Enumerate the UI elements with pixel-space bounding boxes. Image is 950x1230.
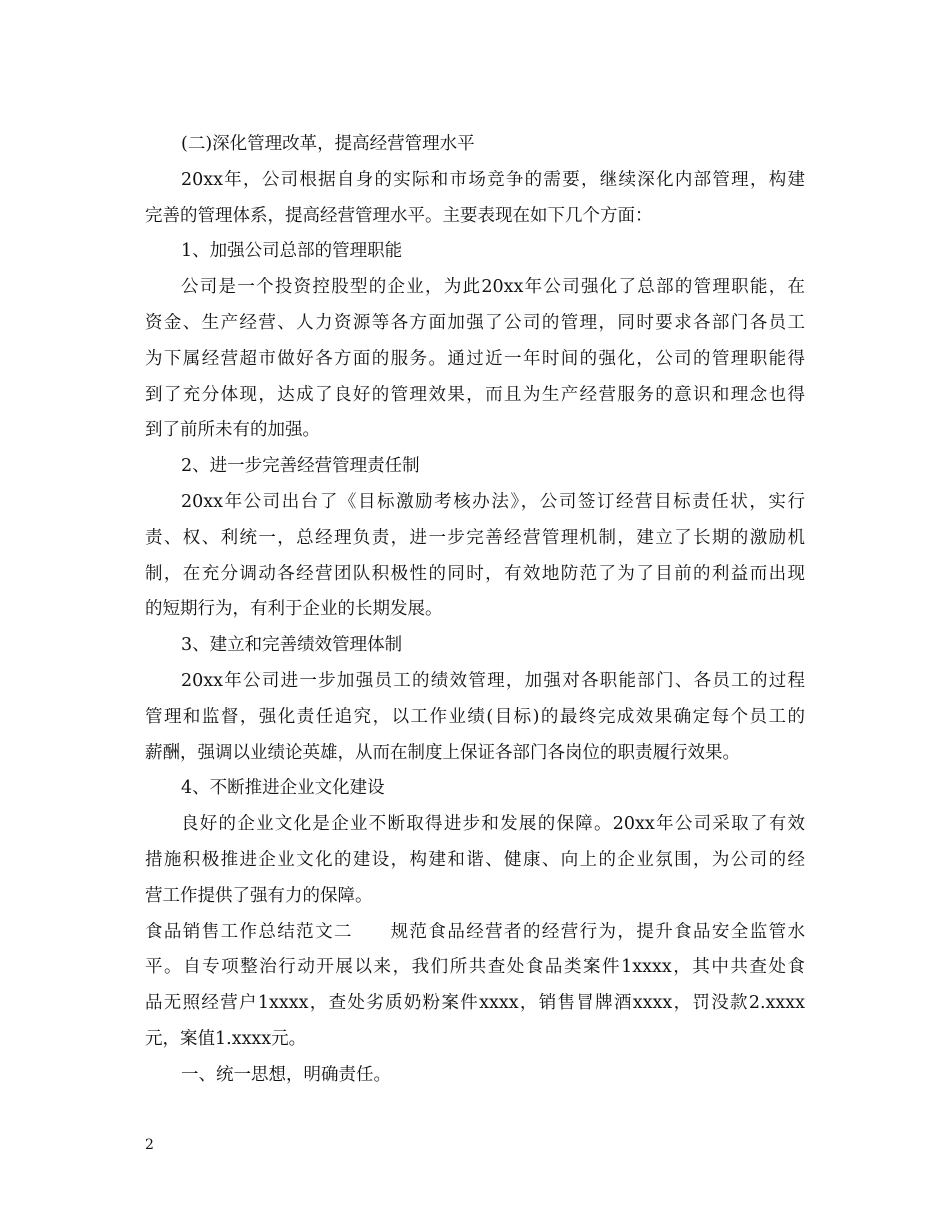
paragraph-line: 制，在充分调动各经营团队积极性的同时，有效地防范了为了目前的利益而出现: [145, 563, 805, 584]
paragraph-line: 平。自专项整治行动开展以来，我们所共查处食品类案件1xxxx，其中共查处食: [145, 957, 805, 978]
paragraph-line: 20xx年，公司根据自身的实际和市场竞争的需要，继续深化内部管理，构建: [181, 169, 805, 190]
paragraph-line: 20xx年公司出台了《目标激励考核办法》，公司签订经营目标责任状，实行: [181, 491, 805, 512]
paragraph-line: 品无照经营户1xxxx，查处劣质奶粉案件xxxx，销售冒牌酒xxxx，罚没款2.xxxx: [145, 993, 805, 1014]
paragraph-line: 良好的企业文化是企业不断取得进步和发展的保障。20xx年公司采取了有效: [181, 814, 805, 835]
paragraph-line: 20xx年公司进一步加强员工的绩效管理，加强对各职能部门、各员工的过程: [181, 670, 805, 691]
subheading: 2、进一步完善经营管理责任制: [181, 456, 420, 477]
paragraph-line: 到了充分体现，达成了良好的管理效果，而且为生产经营服务的意识和理念也得: [145, 384, 805, 405]
paragraph-line: 营工作提供了强有力的保障。: [145, 885, 373, 906]
paragraph-line: 薪酬，强调以业绩论英雄，从而在制度上保证各部门各岗位的职责履行效果。: [145, 742, 740, 763]
paragraph-line: 的短期行为，有利于企业的长期发展。: [145, 599, 443, 620]
paragraph-line: 到了前所未有的加强。: [145, 420, 320, 441]
section-heading: 一、统一思想，明确责任。: [181, 1064, 391, 1085]
paragraph-line: 食品销售工作总结范文二 规范食品经营者的经营行为，提升食品安全监管水: [145, 921, 805, 942]
paragraph-line: 资金、生产经营、人力资源等各方面加强了公司的管理，同时要求各部门各员工: [145, 312, 805, 333]
document-body: [145, 127, 805, 1094]
paragraph-line: 措施积极推进企业文化的建设，构建和谐、健康、向上的企业氛围，为公司的经: [145, 849, 805, 870]
paragraph-line: 公司是一个投资控股型的企业，为此20xx年公司强化了总部的管理职能，在: [181, 277, 805, 298]
paragraph-line: 完善的管理体系，提高经营管理水平。主要表现在如下几个方面：: [145, 205, 653, 226]
page-number: 2: [145, 1137, 154, 1153]
section-heading: (二)深化管理改革，提高经营管理水平: [181, 134, 475, 154]
subheading: 3、建立和完善绩效管理体制: [181, 635, 403, 656]
paragraph-line: 元，案值1.xxxx元。: [145, 1028, 307, 1049]
paragraph-line: 为下属经营超市做好各方面的服务。通过近一年时间的强化，公司的管理职能得: [145, 348, 805, 369]
subheading: 1、加强公司总部的管理职能: [181, 241, 403, 262]
subheading: 4、不断推进企业文化建设: [181, 778, 385, 799]
paragraph-line: 责、权、利统一，总经理负责，进一步完善经营管理机制，建立了长期的激励机: [145, 527, 805, 548]
paragraph-line: 管理和监督，强化责任追究，以工作业绩(目标)的最终完成效果确定每个员工的: [145, 706, 805, 727]
